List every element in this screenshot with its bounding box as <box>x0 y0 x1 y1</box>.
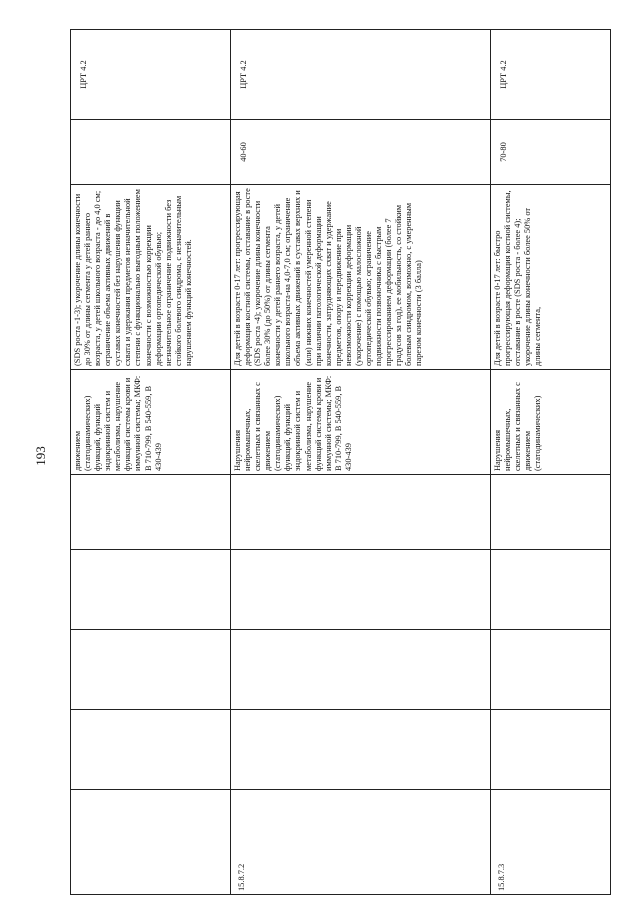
empty-cell <box>491 710 611 790</box>
page-number: 193 <box>33 446 48 466</box>
clinical-description: (SDS роста -1-3); укорочение длины конечности до 30% от длины сегмента у детей раннего возраста, у детей школьного возраста - до 4,0 см; ограничение объема активных движений в суставах конечностей без нарушения функции схвата и удержания предметов незначительной степени с функционально выгодным положением конечности с возможностью коррекции деформации ортопедической обувью; незначительное ограничение подвижности без стойкого болевого синдрома, с незначительным нарушением функций конечностей. <box>71 185 231 370</box>
clinical-description: Для детей в возрасте 0-17 лет: прогрессирующая деформация костной системы, отставание в росте (SDS роста -4); укорочение длины конечности более 30% (до 50%) от длины сегмента конечности у детей раннего возраста, у детей школьного возраста-на 4,0-7,0 см; ограничение объема активных движений в суставах верхних и (или) нижних конечностей умеренной степени при наличии патологической деформации конечности, затрудняющих схват и удержание предметов, опору и передвижение при невозможности коррекции деформации (укорочение) с помощью малосложной ортопедической обувью; ограничение подвижности позвоночника с быстрым прогрессированием деформации (более 7 градусов за год), ее мобильность, со стойким болевым синдромом, возможно, с умеренным парезом конечности (3 балла) <box>231 185 491 370</box>
empty-cell <box>491 550 611 630</box>
empty-cell <box>71 550 231 630</box>
rehab-code: ЦРТ 4.2 <box>491 30 611 120</box>
function-category: движением (статодинамических) функций, функций эндокринной систем и метаболизма, нарушение функций системы крови и иммунной системы; МКФ: В 710-799, В 540-559, В 430-439 <box>71 370 231 475</box>
rehab-code: ЦРТ 4.2 <box>231 30 491 120</box>
table-row <box>71 30 231 895</box>
clinical-description: Для детей в возрасте 0-17 лет: быстро прогрессирующая деформация костной системы, отставание в росте (SDS роста - более 4); укорочение длины конечности более 50% от длины сегмента, <box>491 185 611 370</box>
table-row <box>491 30 611 895</box>
empty-cell <box>231 475 491 550</box>
empty-cell <box>71 710 231 790</box>
empty-cell <box>71 630 231 710</box>
impairment-percent: 40-60 <box>231 120 491 185</box>
table-frame <box>70 30 610 895</box>
function-category: Нарушения нейромышечных, скелетных и связанных с движением (статодинамических) функций, функций эндокринной систем и метаболизма, нарушение функций системы крови и иммунной системы; МКФ: В 710-799, В 540-559, В 430-439 <box>231 370 491 475</box>
table-row <box>231 30 491 895</box>
row-number: 15.8.7.3 <box>491 790 611 895</box>
empty-cell <box>231 710 491 790</box>
impairment-percent <box>71 120 231 185</box>
empty-cell <box>491 630 611 710</box>
empty-cell <box>231 550 491 630</box>
disability-criteria-table <box>70 29 611 895</box>
empty-cell <box>71 475 231 550</box>
function-category: Нарушения нейромышечных, скелетных и связанных с движением (статодинамических) <box>491 370 611 475</box>
empty-cell <box>491 475 611 550</box>
row-number <box>71 790 231 895</box>
impairment-percent: 70-80 <box>491 120 611 185</box>
rehab-code: ЦРТ 4.2 <box>71 30 231 120</box>
row-number: 15.8.7.2 <box>231 790 491 895</box>
empty-cell <box>231 630 491 710</box>
